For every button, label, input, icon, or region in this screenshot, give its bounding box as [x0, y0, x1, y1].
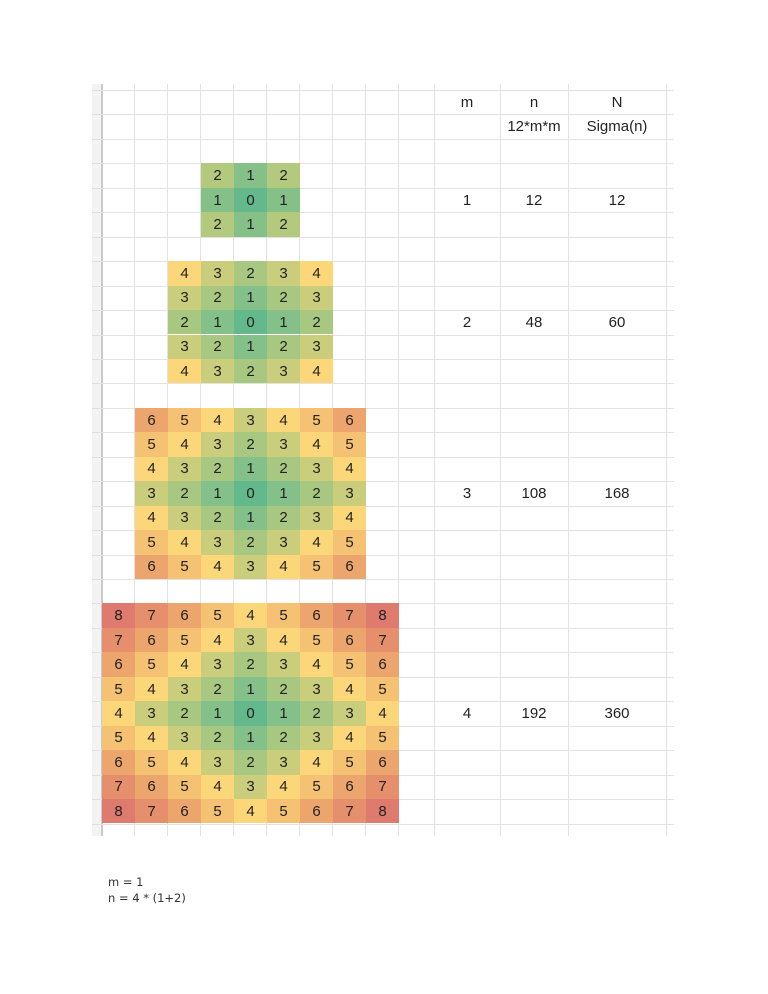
heatmap-cell-m4[interactable]: 1 [234, 726, 267, 750]
heatmap-cell-m3[interactable]: 6 [333, 408, 366, 432]
heatmap-cell-m4[interactable]: 7 [333, 603, 366, 627]
heatmap-cell-m3[interactable]: 4 [201, 408, 234, 432]
heatmap-cell-m4[interactable]: 5 [102, 677, 135, 701]
heatmap-cell-m2[interactable]: 1 [234, 335, 267, 359]
heatmap-cell-m3[interactable]: 2 [267, 506, 300, 530]
heatmap-cell-m3[interactable]: 3 [201, 530, 234, 554]
heatmap-cell-m1[interactable]: 2 [201, 163, 234, 187]
heatmap-cell-m3[interactable]: 6 [333, 555, 366, 579]
heatmap-cell-m4[interactable]: 1 [201, 701, 234, 725]
heatmap-cell-m3[interactable]: 4 [300, 432, 333, 456]
heatmap-cell-m3[interactable]: 2 [234, 530, 267, 554]
heatmap-cell-m3[interactable]: 4 [267, 408, 300, 432]
heatmap-cell-m3[interactable]: 4 [168, 432, 201, 456]
heatmap-cell-m4[interactable]: 5 [135, 652, 168, 676]
heatmap-cell-m4[interactable]: 2 [168, 701, 201, 725]
cell-N[interactable]: 168 [604, 484, 630, 502]
heatmap-cell-m4[interactable]: 3 [201, 652, 234, 676]
heatmap-cell-m3[interactable]: 4 [333, 506, 366, 530]
heatmap-cell-m3[interactable]: 3 [135, 481, 168, 505]
heatmap-cell-m4[interactable]: 5 [201, 799, 234, 823]
heatmap-cell-m3[interactable]: 2 [300, 481, 333, 505]
heatmap-cell-m1[interactable]: 1 [201, 188, 234, 212]
heatmap-cell-m4[interactable]: 4 [234, 603, 267, 627]
heatmap-cell-m3[interactable]: 3 [201, 432, 234, 456]
heatmap-cell-m3[interactable]: 4 [201, 555, 234, 579]
heatmap-cell-m4[interactable]: 5 [300, 628, 333, 652]
heatmap-cell-m2[interactable]: 4 [300, 359, 333, 383]
heatmap-cell-m4[interactable]: 4 [366, 701, 399, 725]
heatmap-cell-m1[interactable]: 2 [267, 163, 300, 187]
heatmap-cell-m3[interactable]: 6 [135, 555, 168, 579]
table-header-N[interactable]: Sigma(n) [586, 118, 648, 136]
heatmap-cell-m4[interactable]: 3 [300, 677, 333, 701]
heatmap-cell-m4[interactable]: 4 [168, 652, 201, 676]
heatmap-cell-m2[interactable]: 4 [168, 261, 201, 285]
heatmap-cell-m4[interactable]: 8 [102, 603, 135, 627]
heatmap-cell-m4[interactable]: 2 [267, 677, 300, 701]
row-divider [92, 163, 674, 164]
heatmap-cell-m4[interactable]: 7 [102, 775, 135, 799]
heatmap-cell-m4[interactable]: 7 [135, 799, 168, 823]
cell-m[interactable]: 4 [462, 704, 472, 722]
heatmap-cell-m4[interactable]: 5 [333, 750, 366, 774]
cell-m[interactable]: 2 [462, 313, 472, 331]
heatmap-cell-m3[interactable]: 4 [135, 457, 168, 481]
heatmap-cell-m4[interactable]: 6 [333, 628, 366, 652]
heatmap-cell-m2[interactable]: 2 [300, 310, 333, 334]
heatmap-cell-m2[interactable]: 3 [267, 359, 300, 383]
heatmap-cell-m3[interactable]: 6 [135, 408, 168, 432]
heatmap-cell-m2[interactable]: 2 [234, 261, 267, 285]
heatmap-cell-m2[interactable]: 1 [201, 310, 234, 334]
heatmap-cell-m4[interactable]: 7 [333, 799, 366, 823]
heatmap-cell-m3[interactable]: 1 [234, 506, 267, 530]
table-header-m[interactable]: m [460, 93, 474, 111]
heatmap-cell-m4[interactable]: 4 [201, 628, 234, 652]
heatmap-cell-m4[interactable]: 5 [267, 603, 300, 627]
heatmap-cell-m4[interactable]: 2 [267, 726, 300, 750]
heatmap-cell-m3[interactable]: 5 [168, 408, 201, 432]
heatmap-cell-m2[interactable]: 2 [267, 286, 300, 310]
heatmap-cell-m2[interactable]: 3 [267, 261, 300, 285]
heatmap-cell-m3[interactable]: 5 [300, 555, 333, 579]
heatmap-cell-m2[interactable]: 3 [201, 261, 234, 285]
heatmap-cell-m4[interactable]: 3 [267, 652, 300, 676]
heatmap-cell-m4[interactable]: 4 [168, 750, 201, 774]
heatmap-cell-m3[interactable]: 2 [201, 506, 234, 530]
heatmap-cell-m4[interactable]: 6 [366, 750, 399, 774]
heatmap-cell-m3[interactable]: 3 [234, 408, 267, 432]
spreadsheet-grid [92, 84, 676, 838]
heatmap-cell-m3[interactable]: 5 [333, 530, 366, 554]
heatmap-cell-m4[interactable]: 5 [333, 652, 366, 676]
heatmap-cell-m3[interactable]: 1 [201, 481, 234, 505]
cell-N[interactable]: 12 [608, 191, 626, 209]
row-divider [92, 579, 674, 580]
heatmap-cell-m4[interactable]: 4 [333, 726, 366, 750]
heatmap-cell-m3[interactable]: 5 [333, 432, 366, 456]
heatmap-cell-m3[interactable]: 2 [267, 457, 300, 481]
heatmap-cell-m1[interactable]: 0 [234, 188, 267, 212]
heatmap-cell-m4[interactable]: 5 [201, 603, 234, 627]
heatmap-cell-m3[interactable]: 0 [234, 481, 267, 505]
heatmap-cell-m3[interactable]: 2 [168, 481, 201, 505]
heatmap-cell-m4[interactable]: 7 [366, 775, 399, 799]
heatmap-cell-m3[interactable]: 5 [168, 555, 201, 579]
heatmap-cell-m3[interactable]: 4 [333, 457, 366, 481]
row-divider [92, 383, 674, 384]
heatmap-cell-m3[interactable]: 4 [300, 530, 333, 554]
heatmap-cell-m1[interactable]: 1 [267, 188, 300, 212]
heatmap-cell-m3[interactable]: 3 [267, 432, 300, 456]
row-divider [92, 212, 674, 213]
heatmap-cell-m3[interactable]: 5 [135, 530, 168, 554]
heatmap-cell-m4[interactable]: 2 [300, 701, 333, 725]
note-m: m = 1 [108, 875, 144, 889]
heatmap-cell-m4[interactable]: 3 [135, 701, 168, 725]
heatmap-cell-m1[interactable]: 1 [234, 163, 267, 187]
heatmap-cell-m2[interactable]: 2 [267, 335, 300, 359]
note-n: n = 4 * (1+2) [108, 891, 186, 905]
heatmap-cell-m3[interactable]: 4 [267, 555, 300, 579]
heatmap-cell-m2[interactable]: 1 [234, 286, 267, 310]
heatmap-cell-m3[interactable]: 4 [135, 506, 168, 530]
heatmap-cell-m2[interactable]: 3 [201, 359, 234, 383]
heatmap-cell-m4[interactable]: 4 [267, 628, 300, 652]
cell-n[interactable]: 48 [525, 313, 543, 331]
heatmap-cell-m4[interactable]: 5 [267, 799, 300, 823]
heatmap-cell-m4[interactable]: 5 [168, 628, 201, 652]
heatmap-cell-m4[interactable]: 6 [300, 799, 333, 823]
table-header-N[interactable]: N [611, 93, 623, 111]
heatmap-cell-m2[interactable]: 3 [300, 286, 333, 310]
cell-m[interactable]: 1 [462, 191, 472, 209]
table-header-n[interactable]: n [529, 93, 539, 111]
heatmap-cell-m4[interactable]: 6 [366, 652, 399, 676]
heatmap-cell-m4[interactable]: 6 [102, 750, 135, 774]
heatmap-cell-m4[interactable]: 5 [168, 775, 201, 799]
heatmap-cell-m2[interactable]: 4 [168, 359, 201, 383]
heatmap-cell-m3[interactable]: 3 [267, 530, 300, 554]
heatmap-cell-m2[interactable]: 0 [234, 310, 267, 334]
heatmap-cell-m4[interactable]: 4 [135, 677, 168, 701]
heatmap-cell-m4[interactable]: 3 [234, 628, 267, 652]
heatmap-cell-m1[interactable]: 2 [267, 212, 300, 236]
heatmap-cell-m4[interactable]: 7 [102, 628, 135, 652]
heatmap-cell-m4[interactable]: 2 [234, 750, 267, 774]
heatmap-cell-m3[interactable]: 5 [300, 408, 333, 432]
heatmap-cell-m4[interactable]: 6 [168, 799, 201, 823]
heatmap-cell-m1[interactable]: 1 [234, 212, 267, 236]
heatmap-cell-m4[interactable]: 3 [201, 750, 234, 774]
cell-n[interactable]: 108 [521, 484, 547, 502]
heatmap-cell-m4[interactable]: 1 [234, 677, 267, 701]
heatmap-cell-m4[interactable]: 6 [300, 603, 333, 627]
heatmap-cell-m4[interactable]: 4 [201, 775, 234, 799]
cell-n[interactable]: 12 [525, 191, 543, 209]
heatmap-cell-m4[interactable]: 4 [267, 775, 300, 799]
heatmap-cell-m4[interactable]: 7 [135, 603, 168, 627]
heatmap-cell-m4[interactable]: 6 [135, 775, 168, 799]
heatmap-cell-m4[interactable]: 5 [366, 726, 399, 750]
column-divider [666, 84, 667, 836]
heatmap-cell-m4[interactable]: 5 [366, 677, 399, 701]
cell-n[interactable]: 192 [521, 704, 547, 722]
heatmap-cell-m4[interactable]: 8 [102, 799, 135, 823]
heatmap-cell-m4[interactable]: 6 [135, 628, 168, 652]
heatmap-cell-m2[interactable]: 4 [300, 261, 333, 285]
heatmap-cell-m4[interactable]: 1 [267, 701, 300, 725]
heatmap-cell-m2[interactable]: 2 [168, 310, 201, 334]
heatmap-cell-m3[interactable]: 1 [267, 481, 300, 505]
heatmap-cell-m3[interactable]: 5 [135, 432, 168, 456]
heatmap-cell-m2[interactable]: 2 [201, 335, 234, 359]
heatmap-cell-m4[interactable]: 4 [102, 701, 135, 725]
notes [108, 874, 186, 906]
row-divider [92, 139, 674, 140]
heatmap-cell-m4[interactable]: 2 [234, 652, 267, 676]
heatmap-cell-m4[interactable]: 6 [333, 775, 366, 799]
heatmap-cell-m2[interactable]: 2 [201, 286, 234, 310]
heatmap-cell-m4[interactable]: 3 [168, 677, 201, 701]
cell-N[interactable]: 60 [608, 313, 626, 331]
heatmap-cell-m4[interactable]: 4 [234, 799, 267, 823]
heatmap-cell-m4[interactable]: 5 [102, 726, 135, 750]
heatmap-cell-m4[interactable]: 7 [366, 628, 399, 652]
heatmap-cell-m2[interactable]: 3 [168, 286, 201, 310]
heatmap-cell-m4[interactable]: 2 [201, 726, 234, 750]
heatmap-cell-m4[interactable]: 4 [333, 677, 366, 701]
heatmap-cell-m3[interactable]: 3 [168, 506, 201, 530]
heatmap-cell-m3[interactable]: 3 [168, 457, 201, 481]
heatmap-cell-m4[interactable]: 3 [300, 726, 333, 750]
heatmap-cell-m4[interactable]: 3 [333, 701, 366, 725]
heatmap-cell-m2[interactable]: 3 [300, 335, 333, 359]
heatmap-cell-m3[interactable]: 1 [234, 457, 267, 481]
heatmap-cell-m3[interactable]: 2 [234, 432, 267, 456]
heatmap-cell-m4[interactable]: 4 [135, 726, 168, 750]
heatmap-cell-m4[interactable]: 8 [366, 603, 399, 627]
cell-m[interactable]: 3 [462, 484, 472, 502]
heatmap-cell-m4[interactable]: 3 [234, 775, 267, 799]
heatmap-cell-m4[interactable]: 5 [135, 750, 168, 774]
heatmap-cell-m4[interactable]: 3 [267, 750, 300, 774]
heatmap-cell-m3[interactable]: 3 [333, 481, 366, 505]
row-divider [92, 824, 674, 825]
heatmap-cell-m4[interactable]: 4 [300, 750, 333, 774]
heatmap-cell-m4[interactable]: 6 [102, 652, 135, 676]
heatmap-cell-m4[interactable]: 4 [300, 652, 333, 676]
heatmap-cell-m2[interactable]: 1 [267, 310, 300, 334]
heatmap-cell-m2[interactable]: 3 [168, 335, 201, 359]
heatmap-cell-m4[interactable]: 3 [168, 726, 201, 750]
heatmap-cell-m2[interactable]: 2 [234, 359, 267, 383]
row-header-strip [92, 84, 101, 836]
table-header-n[interactable]: 12*m*m [507, 118, 561, 136]
heatmap-cell-m3[interactable]: 4 [168, 530, 201, 554]
row-divider [92, 237, 674, 238]
heatmap-cell-m1[interactable]: 2 [201, 212, 234, 236]
heatmap-cell-m4[interactable]: 6 [168, 603, 201, 627]
heatmap-cell-m4[interactable]: 8 [366, 799, 399, 823]
heatmap-cell-m4[interactable]: 2 [201, 677, 234, 701]
heatmap-cell-m3[interactable]: 3 [300, 506, 333, 530]
cell-N[interactable]: 360 [604, 704, 630, 722]
heatmap-cell-m4[interactable]: 0 [234, 701, 267, 725]
heatmap-cell-m4[interactable]: 5 [300, 775, 333, 799]
heatmap-cell-m3[interactable]: 3 [234, 555, 267, 579]
heatmap-cell-m3[interactable]: 2 [201, 457, 234, 481]
heatmap-cell-m3[interactable]: 3 [300, 457, 333, 481]
